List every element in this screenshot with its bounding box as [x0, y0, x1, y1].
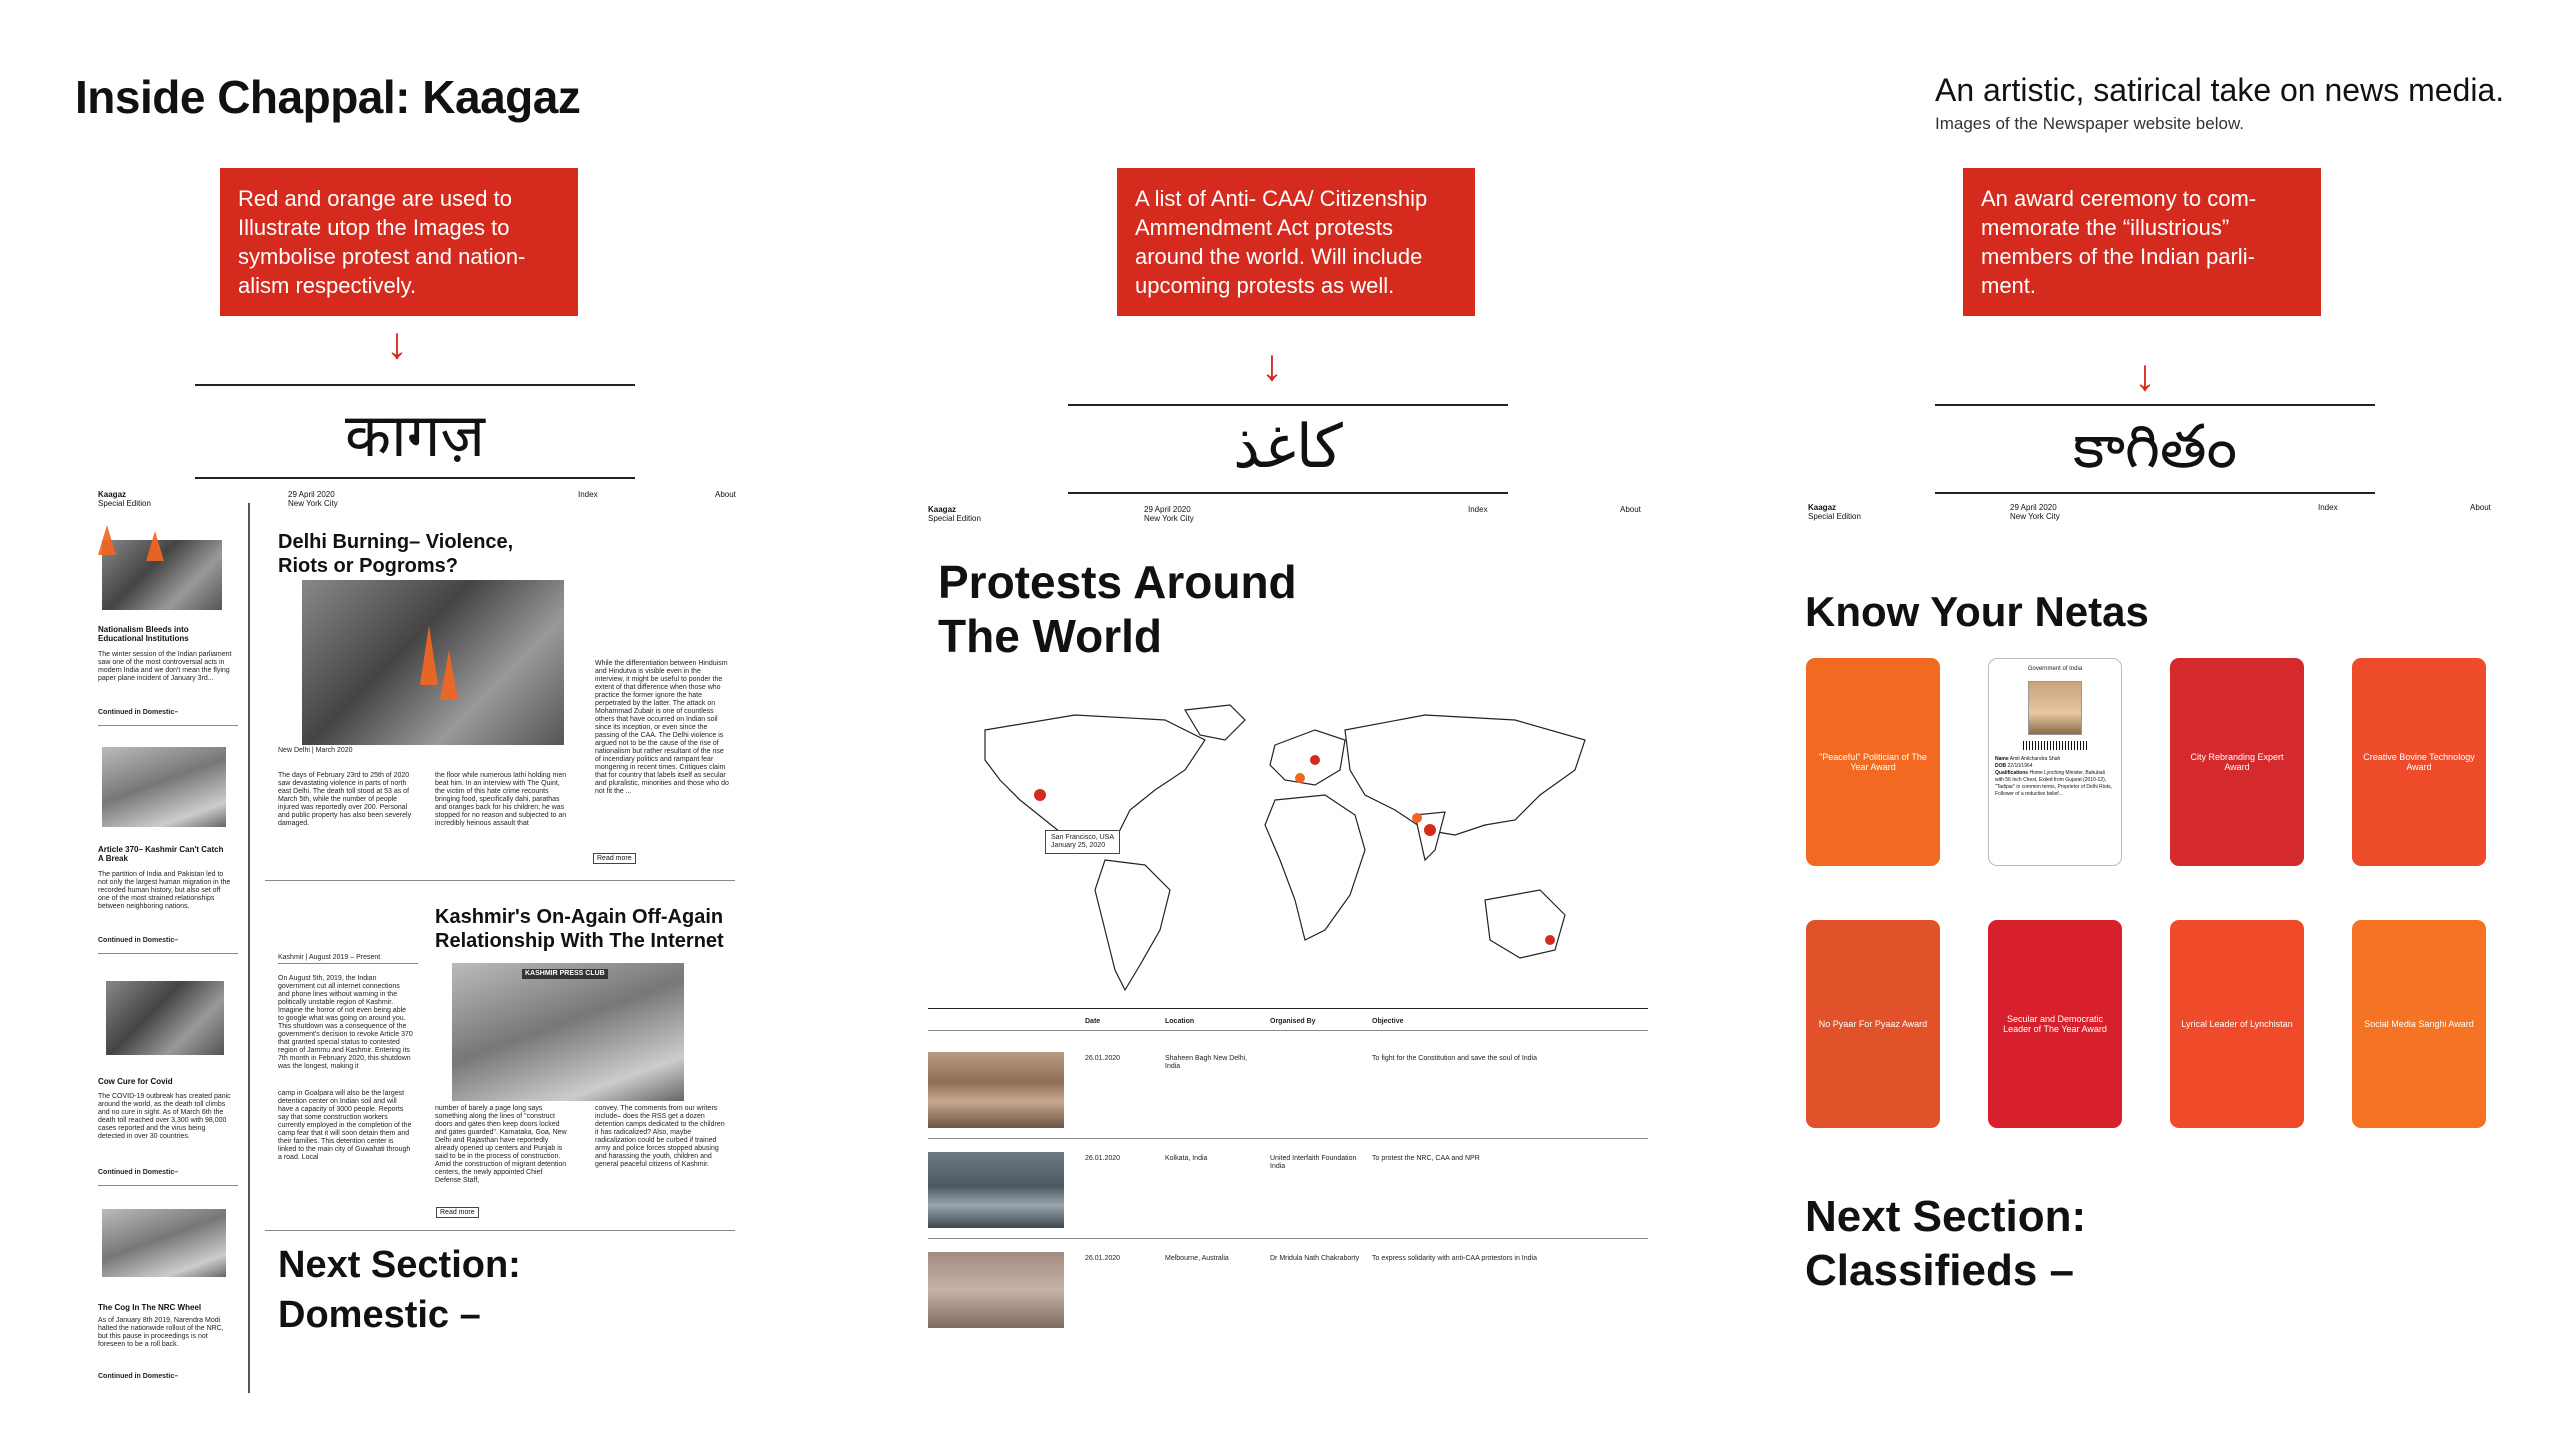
nav-index[interactable]: Index — [2318, 503, 2338, 512]
column-divider — [248, 503, 250, 1393]
story-dateline: Kashmir | August 2019 – Present — [278, 954, 381, 961]
story-column: The days of February 23rd to 25th of 2020 saw devastating violence in parts of north east Delhi. The death toll stood at 53 as of March 5th, while the number of people injured was reportedly over 200. Personal and public property has also been severely damaged. — [278, 772, 412, 827]
id-name-label: Name — [1995, 756, 2009, 762]
brand-edition: Special Edition — [1808, 512, 1861, 521]
id-name-value: Amit Anilchandra Shah — [2009, 756, 2061, 762]
sidebar-photo-2[interactable] — [102, 747, 226, 827]
table-rule — [928, 1030, 1648, 1031]
sidebar-continued-link[interactable]: Continued in Domestic– — [98, 937, 179, 944]
row-objective: To fight for the Constitution and save the soul of India — [1372, 1055, 1537, 1062]
id-card-header: Government of India — [2027, 666, 2083, 672]
brand-edition: Special Edition — [928, 514, 981, 523]
sidebar-continued-link[interactable]: Continued in Domestic– — [98, 1373, 179, 1380]
sidebar-body: The winter session of the Indian parliament saw one of the most controversial acts in modern India and we don't mean the flying paper plane incident of January 3rd... — [98, 651, 232, 682]
flame-icon — [146, 531, 164, 561]
row-location: Kolkata, India — [1165, 1155, 1208, 1162]
page-netas — [1800, 500, 2500, 1320]
award-label: Creative Bovine Technology Award — [2363, 752, 2475, 772]
map-europe — [1270, 730, 1345, 785]
map-south-america — [1095, 860, 1170, 990]
award-card[interactable] — [1806, 920, 1940, 1128]
table-rule — [928, 1138, 1648, 1139]
row-date: 26.01.2020 — [1085, 1055, 1121, 1062]
nav-index[interactable]: Index — [1468, 505, 1488, 514]
sidebar-headline[interactable]: Cow Cure for Covid — [98, 1077, 173, 1086]
award-card[interactable] — [1806, 658, 1940, 866]
award-card[interactable] — [2170, 920, 2304, 1128]
masthead-telugu: కాగితం — [2072, 412, 2238, 482]
table-rule — [928, 1238, 1648, 1239]
map-tooltip — [1045, 830, 1120, 854]
map-tooltip-location: San Francisco, USA — [1051, 834, 1115, 841]
site-city: New York City — [288, 499, 338, 508]
masthead-rule-bottom — [1935, 492, 2375, 494]
site-city: New York City — [1144, 514, 1194, 523]
site-date: 29 April 2020 — [1144, 505, 1191, 514]
story-headline[interactable]: Kashmir's On-Again Off-Again Relationship With The Internet — [435, 906, 724, 952]
arrow-down-icon: ↓ — [1261, 341, 1283, 390]
masthead-rule-bottom — [195, 477, 635, 479]
nav-about[interactable]: About — [715, 490, 736, 499]
award-label: Social Media Sanghi Award — [2364, 1019, 2474, 1029]
callout-awards: An award ceremony to com-memorate the “illustrious” members of the Indian parli-ment. — [1963, 168, 2321, 316]
sidebar-photo-3[interactable] — [106, 981, 224, 1055]
divider — [98, 953, 238, 954]
row-date: 26.01.2020 — [1085, 1155, 1121, 1162]
sidebar-body: As of January 8th 2019, Narendra Modi halted the nationwide rollout of the NRC, but this pause in proceedings is not foreseen to be a roll back. — [98, 1317, 224, 1348]
row-location: Shaheen Bagh New Delhi, India — [1165, 1055, 1248, 1070]
map-marker-india — [1424, 824, 1436, 836]
barcode-icon — [2023, 741, 2087, 750]
table-row-photo[interactable] — [928, 1052, 1064, 1128]
divider — [265, 880, 735, 881]
masthead-hindi: कागज़ — [345, 401, 485, 471]
arrow-down-icon: ↓ — [386, 319, 408, 368]
award-label: City Rebranding Expert Award — [2190, 752, 2284, 772]
page-title: Protests Around The World — [938, 556, 1297, 662]
sidebar-continued-link[interactable]: Continued in Domestic– — [98, 1169, 179, 1176]
table-header-objective: Objective — [1372, 1018, 1404, 1025]
story-column: On August 5th, 2019, the Indian government cut all internet connections and phone lines without warning in the politically unstable region of Kashmir. Imagine the horror of not even being able to google what was going on around you. This shutdown was a consequence of the government's decision to revoke Article 370 that granted special status to contested region of Jammu and Kashmir. Entering its 7th month in February 2020, this shutdown was the longest, making it — [278, 975, 413, 1070]
sidebar-continued-link[interactable]: Continued in Domestic– — [98, 709, 179, 716]
flame-icon — [440, 650, 458, 700]
award-card[interactable] — [2352, 658, 2486, 866]
sidebar-body: The partition of India and Pakistan led to not only the largest human migration in the recorded human history, but also set off one of the most strained relationships between neighboring nations. — [98, 871, 231, 910]
id-qual-label: Qualifications — [1995, 770, 2029, 776]
site-date: 29 April 2020 — [2010, 503, 2057, 512]
sub-tagline: Images of the Newspaper website below. — [1935, 114, 2245, 133]
story-column: convey. The comments from our writers include– does the RSS get a dozen detention camps dedicated to the children it has radicalized? Also, maybe radicalization could be curbed if trained army and police forces stopped abusing and harassing the youth, children and general peaceful citizens of Kashmir. — [595, 1105, 725, 1168]
table-row-photo[interactable] — [928, 1152, 1064, 1228]
row-objective: To protest the NRC, CAA and NPR — [1372, 1155, 1480, 1162]
page-title: Know Your Netas — [1805, 588, 2149, 635]
brand-edition: Special Edition — [98, 499, 151, 508]
next-section-link[interactable]: Next Section: Domestic – — [278, 1244, 521, 1336]
map-australia — [1485, 890, 1565, 958]
award-card[interactable] — [2170, 658, 2304, 866]
map-asia — [1345, 715, 1585, 835]
story-column: number of barely a page long says something along the lines of "construct doors and gates then keep doors locked and gates guarded". Karnataka, Goa, New Delhi and Rajasthan have reportedly already opened up centers and Punjab is said to be in the process of construction. Amid the construction of migrant detention centers, the newly appointed Chief Defense Staff, — [435, 1105, 567, 1184]
award-label: Lyrical Leader of Lynchistan — [2181, 1019, 2293, 1029]
divider — [98, 725, 238, 726]
story-column: camp in Goalpara will also be the largest detention center on Indian soil and will have a capacity of 3000 people. Reports say that some construction workers currently employed in the completion of the camp fear that it will soon detain them and their families. This detention center is linked to the main city of Guwahati through a road. Local — [278, 1090, 412, 1161]
story-dateline: New Delhi | March 2020 — [278, 747, 353, 754]
masthead-rule-top — [1068, 404, 1508, 406]
sidebar-headline[interactable]: The Cog In The NRC Wheel — [98, 1303, 202, 1312]
sidebar-body: The COVID-19 outbreak has created panic around the world, as the death toll climbs and no cure in sight. As of March 6th the death toll reached over 3,300 with 98,000 cases reported and the virus being detected in over 30 countries. — [98, 1093, 231, 1140]
map-marker-australia — [1545, 935, 1555, 945]
masthead-rule-top — [195, 384, 635, 386]
site-date: 29 April 2020 — [288, 490, 335, 499]
row-location: Melbourne, Australia — [1165, 1255, 1229, 1262]
story-column: the floor while numerous lathi holding men beat him. In an interview with The Quint, the victim of this hate crime recounts bringing food, specifically dahi, parathas and oranges back for his children; he was stopped for no reason and subjected to an incredibly heinous assault that — [435, 772, 567, 827]
site-city: New York City — [2010, 512, 2060, 521]
table-header-organiser: Organised By — [1270, 1018, 1316, 1025]
page-protests — [920, 500, 1660, 1340]
flame-icon — [98, 525, 116, 555]
id-dob-label: DOB — [1995, 763, 2007, 769]
award-label: No Pyaar For Pyaaz Award — [1818, 1019, 1928, 1029]
nav-about[interactable]: About — [1620, 505, 1641, 514]
sidebar-headline[interactable]: Nationalism Bleeds into Educational Institutions — [98, 625, 189, 643]
map-marker-africa-ne — [1295, 773, 1305, 783]
masthead-urdu: کاغذ — [1233, 412, 1343, 482]
map-africa — [1265, 795, 1365, 940]
table-rule — [928, 1008, 1648, 1009]
map-marker-india-west — [1412, 813, 1422, 823]
map-marker-europe — [1310, 755, 1320, 765]
callout-colors: Red and orange are used to Illustrate utop the Images to symbolise protest and nation-alism respectively. — [220, 168, 578, 316]
id-dob-value: 22/10/1964 — [2007, 763, 2033, 769]
nav-about[interactable]: About — [2470, 503, 2491, 512]
map-marker-sf — [1034, 789, 1046, 801]
table-row-photo[interactable] — [928, 1252, 1064, 1328]
row-objective: To express solidarity with anti-CAA protestors in India — [1372, 1255, 1537, 1262]
brand-name[interactable]: Kaagaz — [1808, 503, 1837, 512]
award-card-id[interactable] — [1988, 658, 2122, 866]
arrow-down-icon: ↓ — [2134, 351, 2156, 400]
story-photo-kashmir[interactable] — [452, 963, 684, 1101]
masthead-rule-bottom — [1068, 492, 1508, 494]
flame-icon — [420, 625, 438, 685]
table-header-date: Date — [1085, 1018, 1101, 1025]
masthead-rule-top — [1935, 404, 2375, 406]
brand-name[interactable]: Kaagaz — [98, 490, 127, 499]
read-more-button[interactable]: Read more — [436, 1207, 479, 1218]
nav-index[interactable]: Index — [578, 490, 598, 499]
brand-name[interactable]: Kaagaz — [928, 505, 957, 514]
sidebar-headline[interactable]: Article 370– Kashmir Can't Catch A Break — [98, 845, 224, 863]
divider — [278, 963, 418, 964]
row-organiser: Dr Mridula Nath Chakraborty — [1270, 1255, 1360, 1262]
read-more-button[interactable]: Read more — [593, 853, 636, 864]
award-label: Secular and Democratic Leader of The Year Award — [2003, 1014, 2107, 1034]
award-card[interactable] — [2352, 920, 2486, 1128]
row-date: 26.01.2020 — [1085, 1255, 1121, 1262]
divider — [98, 1185, 238, 1186]
row-organiser: United Interfaith Foundation India — [1270, 1155, 1357, 1170]
divider — [265, 1230, 735, 1231]
tagline: An artistic, satirical take on news media. — [1935, 72, 2505, 108]
photo-sign-text: KASHMIR PRESS CLUB — [522, 969, 608, 979]
callout-protests: A list of Anti- CAA/ Citizenship Ammendment Act protests around the world. Will include upcoming protests as well. — [1117, 168, 1475, 316]
sidebar-photo-4[interactable] — [102, 1209, 226, 1277]
map-tooltip-date: January 25, 2020 — [1051, 842, 1106, 849]
id-qual-value: Home Lynching Minister, Bahubali with 56 Inch Chest, Exiled from Gujarat (2010-12), "Tadipar" in common terms, Proprietor of Delhi Riots, Follower of a reductive belief... — [1995, 770, 2112, 797]
story-headline[interactable]: Delhi Burning– Violence, Riots or Pogroms? — [278, 531, 514, 577]
id-card-photo — [2028, 681, 2082, 735]
story-column: While the differentiation between Hinduism and Hindutva is visible even in the interview, it might be useful to ponder the extent of that difference when those who practice the former ignore the hate perpetrated by the latter. The attack on Mohammad Zubair is one of countless others that have occurred on Indian soil since its inception, or even since the passing of the CAA. The Delhi violence is argued not to be the cause of the rise of nationalism but rather resultant of the rise of incendiary politics and rampant fear mongering in recent times. Critiques claim that for country that labels itself as secular and pluralistic, minorities and those who do not fit the ... — [595, 660, 729, 795]
presentation-title: Inside Chappal: Kaagaz — [75, 71, 581, 123]
next-section-link[interactable]: Next Section: Classifieds – — [1805, 1192, 2087, 1295]
table-header-location: Location — [1165, 1018, 1195, 1025]
award-label: "Peaceful" Politician of The Year Award — [1819, 752, 1927, 772]
award-card[interactable] — [1988, 920, 2122, 1128]
page-kaagaz-home — [90, 485, 740, 1410]
